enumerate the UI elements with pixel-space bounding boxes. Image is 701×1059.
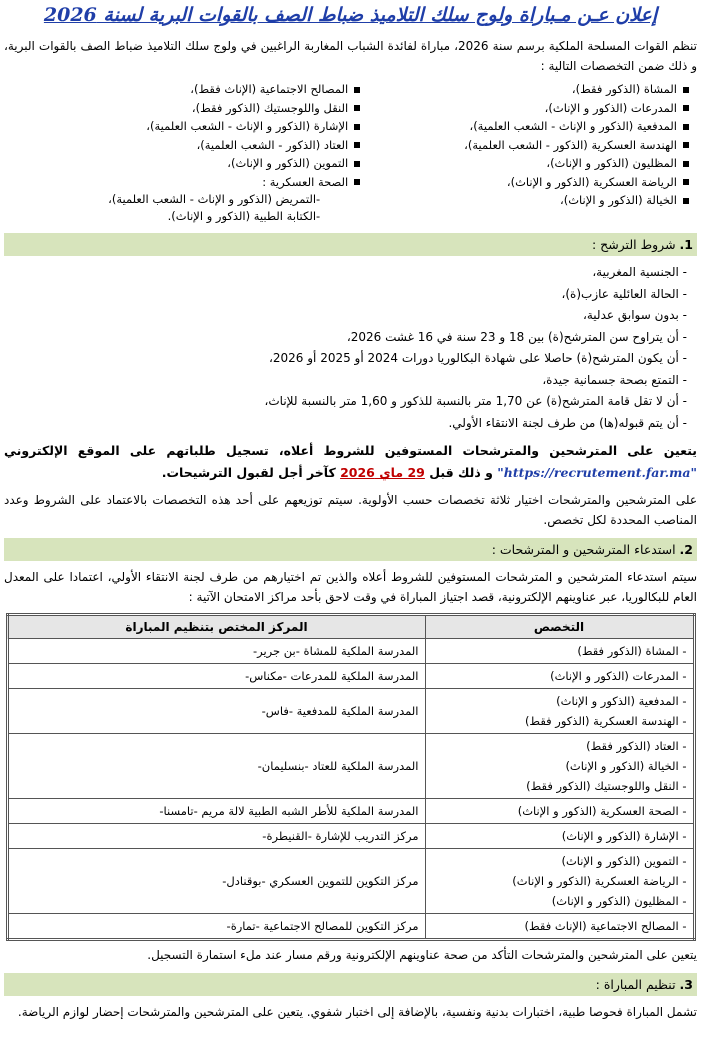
list-item-text: - أن يتم قبوله(ها) من طرف لجنة الانتقاء الأولي. — [448, 415, 687, 430]
section-summon-header — [4, 538, 697, 561]
bullet-icon — [683, 142, 689, 148]
list-item-text: الرياضة العسكرية (الذكور و الإناث)، — [506, 174, 677, 189]
bullet-icon — [354, 161, 360, 167]
section-number: 3. — [679, 977, 693, 992]
list-item — [360, 99, 689, 118]
list-item — [4, 284, 687, 306]
exam-centers-table — [6, 613, 696, 941]
specialty-line: - التموين (الذكور و الإناث) — [561, 854, 687, 868]
specialty-cell — [425, 689, 694, 734]
table-row — [7, 689, 694, 734]
list-item — [360, 80, 689, 99]
bullet-icon — [683, 124, 689, 130]
list-item-text: المشاة (الذكور فقط)، — [571, 82, 677, 96]
table-row — [7, 914, 694, 940]
choice-paragraph: على المترشحين والمترشحات اختيار ثلاثة تخصصات حسب الأولوية. سيتم توزيعهم على أحد هذه التخصصات بالاعتماد على الشروط وعدد المناصب المحددة لكل تخصص. — [4, 493, 697, 527]
bullet-icon — [354, 179, 360, 185]
specialty-line: - النقل واللوجستيك (الذكور فقط) — [526, 779, 687, 793]
specialty-line: - المصالح الاجتماعية (الإناث فقط) — [524, 919, 687, 933]
page-title: إعلان عـن مـباراة ولوج سلك التلاميذ ضباط الصف بالقوات البرية لسنة 2026 — [43, 4, 658, 26]
list-item-text: التموين (الذكور و الإناث)، — [227, 156, 349, 170]
specialty-line: - المشاة (الذكور فقط) — [577, 644, 687, 658]
list-item-text: الإشارة (الذكور و الإناث - الشعب العلمية)، — [146, 119, 349, 133]
table-header-center: المركز المختص بتنظيم المباراة — [7, 615, 425, 639]
list-item — [31, 154, 360, 173]
list-item-text: - التمتع بصحة جسمانية جيدة، — [542, 372, 687, 387]
specialty-cell — [425, 914, 694, 940]
list-item — [360, 117, 689, 136]
section-title: شروط الترشح : — [591, 237, 676, 252]
specialties-left-column — [31, 80, 360, 225]
specialty-cell — [425, 664, 694, 689]
list-item-text: - أن يتراوح سن المترشح(ة) بين 18 و 23 سنة في 16 غشت 2026، — [346, 329, 687, 344]
list-item — [4, 391, 687, 413]
conditions-list — [4, 262, 697, 434]
list-item-text: - أن لا تقل قامة المترشح(ة) عن 1,70 متر بالنسبة للذكور و 1,60 متر بالنسبة للإناث، — [264, 394, 687, 408]
bullet-icon — [354, 87, 360, 93]
list-item-text: الخيالة (الذكور و الإناث)، — [560, 193, 677, 207]
list-item — [31, 136, 360, 155]
list-item — [4, 327, 687, 349]
table-row — [7, 799, 694, 824]
table-header-row — [7, 615, 694, 639]
specialty-cell — [425, 849, 694, 914]
center-cell: المدرسة الملكية للمدفعية -فاس- — [7, 689, 425, 734]
deadline-prefix: و ذلك قبل — [429, 465, 493, 480]
table-row — [7, 734, 694, 799]
organize-paragraph: تشمل المباراة فحوصا طبية، اختبارات بدنية ونفسية، بالإضافة إلى اختبار شفوي. يتعين على المترشحين والمترشحات إحضار لوازم الرياضة. — [17, 1005, 697, 1019]
specialty-line: - المدفعية (الذكور و الإناث) — [556, 694, 687, 708]
specialty-line: - المظليون (الذكور و الإناث) — [551, 894, 687, 908]
bullet-icon — [683, 179, 689, 185]
center-cell: المدرسة الملكية للعتاد -بنسليمان- — [7, 734, 425, 799]
health-subitem: -التمريض (الذكور و الإناث - الشعب العلمية)، — [108, 192, 321, 206]
specialties-right-column — [360, 80, 689, 225]
bullet-icon — [354, 124, 360, 130]
list-item-text: - بدون سوابق عدلية، — [583, 308, 687, 322]
list-item — [360, 154, 689, 173]
table-row — [7, 664, 694, 689]
table-row — [7, 639, 694, 664]
list-item — [360, 173, 689, 192]
section-organize-header — [4, 973, 697, 996]
specialty-line: - الخيالة (الذكور و الإناث) — [565, 759, 687, 773]
list-item — [31, 117, 360, 136]
health-subitem: -الكتابة الطبية (الذكور و الإناث). — [167, 209, 321, 223]
list-item-text: المدفعية (الذكور و الإناث - الشعب العلمية)، — [469, 119, 677, 133]
center-cell: المدرسة الملكية للأطر الشبه الطبية لالة مريم -تامسنا- — [7, 799, 425, 824]
specialty-line: - المدرعات (الذكور و الإناث) — [550, 669, 687, 683]
bullet-icon — [683, 105, 689, 111]
specialty-line: - العتاد (الذكور فقط) — [586, 739, 687, 753]
bullet-icon — [683, 198, 689, 204]
list-item-text: - الجنسية المغربية، — [592, 265, 687, 279]
list-item — [4, 348, 687, 370]
center-cell: مركز التكوين للمصالح الاجتماعية -تمارة- — [7, 914, 425, 940]
list-item-text: العتاد (الذكور - الشعب العلمية)، — [196, 137, 349, 152]
list-item-text: الهندسة العسكرية (الذكور - الشعب العلمية)، — [464, 137, 677, 152]
deadline-date: 29 ماي 2026 — [340, 465, 425, 480]
registration-paragraph — [4, 440, 697, 484]
bullet-icon — [354, 142, 360, 148]
table-header-specialty: التخصص — [425, 615, 694, 639]
list-item-text: النقل واللوجستيك (الذكور فقط)، — [191, 100, 349, 115]
center-cell: المدرسة الملكية للمدرعات -مكناس- — [7, 664, 425, 689]
summon-paragraph: سيتم استدعاء المترشحين و المترشحات المستوفين للشروط أعلاه والذين تم اختيارهم من طرف لجنة الانتقاء الأولي، اعتمادا على المعدل العام للبكالوريا، عبر عناوينهم الإلكترونية، قصد اجتياز المباراة في وقت لاحق بأحد مراكز الامتحان الآتية : — [4, 570, 697, 604]
registration-text: يتعين على المترشحين والمترشحات المستوفين للشروط أعلاه، تسجيل طلباتهم على الموقع الإلكتروني — [4, 443, 697, 458]
specialty-cell — [425, 799, 694, 824]
registration-url-link[interactable]: "https://recrutement.far.ma" — [497, 465, 697, 480]
section-number: 1. — [679, 237, 693, 252]
intro-paragraph: تنظم القوات المسلحة الملكية برسم سنة 2026، مباراة لفائدة الشباب المغاربة الراغبين في ولوج سلك التلاميذ ضباط الصف بالقوات البرية، و ذلك ضمن التخصصات التالية : — [4, 39, 697, 73]
specialty-line: - الهندسة العسكرية (الذكور فقط) — [524, 714, 687, 728]
specialty-cell — [425, 639, 694, 664]
list-item-text: المظليون (الذكور و الإناث)، — [546, 156, 677, 170]
section-conditions-header — [4, 233, 697, 256]
list-item — [31, 173, 360, 192]
list-item — [360, 191, 689, 210]
center-cell: المدرسة الملكية للمشاة -بن جرير- — [7, 639, 425, 664]
list-item-text: المدرعات (الذكور و الإناث)، — [544, 100, 677, 115]
list-item — [31, 99, 360, 118]
specialty-line: - الإشارة (الذكور و الإناث) — [561, 829, 687, 843]
list-item — [4, 370, 687, 392]
list-item — [4, 262, 687, 284]
specialties-list — [4, 80, 689, 225]
announcement-page — [0, 2, 701, 1059]
list-item — [4, 413, 687, 435]
deadline-suffix: كآخر أجل لقبول الترشيحات. — [161, 465, 336, 480]
list-item-text: - أن يكون المترشح(ة) حاصلا على شهادة البكالوريا دورات 2024 أو 2025 أو 2026، — [269, 351, 687, 365]
section-title: تنظيم المباراة : — [595, 977, 676, 992]
center-cell: مركز التدريب للإشارة -القنيطرة- — [7, 824, 425, 849]
email-note: يتعين على المترشحين والمترشحات التأكد من صحة عناوينهم الإلكترونية ورقم مسار عند ملء استمارة التسجيل. — [147, 948, 697, 962]
bullet-icon — [683, 161, 689, 167]
specialty-line: - الصحة العسكرية (الذكور و الإناث) — [517, 804, 687, 818]
list-item-text: المصالح الاجتماعية (الإناث فقط)، — [190, 82, 349, 96]
table-row — [7, 824, 694, 849]
bullet-icon — [354, 105, 360, 111]
specialty-cell — [425, 734, 694, 799]
bullet-icon — [683, 87, 689, 93]
specialty-line: - الرياضة العسكرية (الذكور و الإناث) — [512, 874, 687, 888]
center-cell: مركز التكوين للتموين العسكري -بوقنادل- — [7, 849, 425, 914]
section-number: 2. — [679, 542, 693, 557]
section-title: استدعاء المترشحين و المترشحات : — [491, 542, 676, 557]
specialty-cell — [425, 824, 694, 849]
table-row — [7, 849, 694, 914]
list-item — [4, 305, 687, 327]
list-item — [31, 80, 360, 99]
list-item — [360, 136, 689, 155]
list-item-text: - الحالة العائلية عازب(ة)، — [561, 286, 687, 301]
list-item-text: الصحة العسكرية : — [262, 174, 349, 189]
